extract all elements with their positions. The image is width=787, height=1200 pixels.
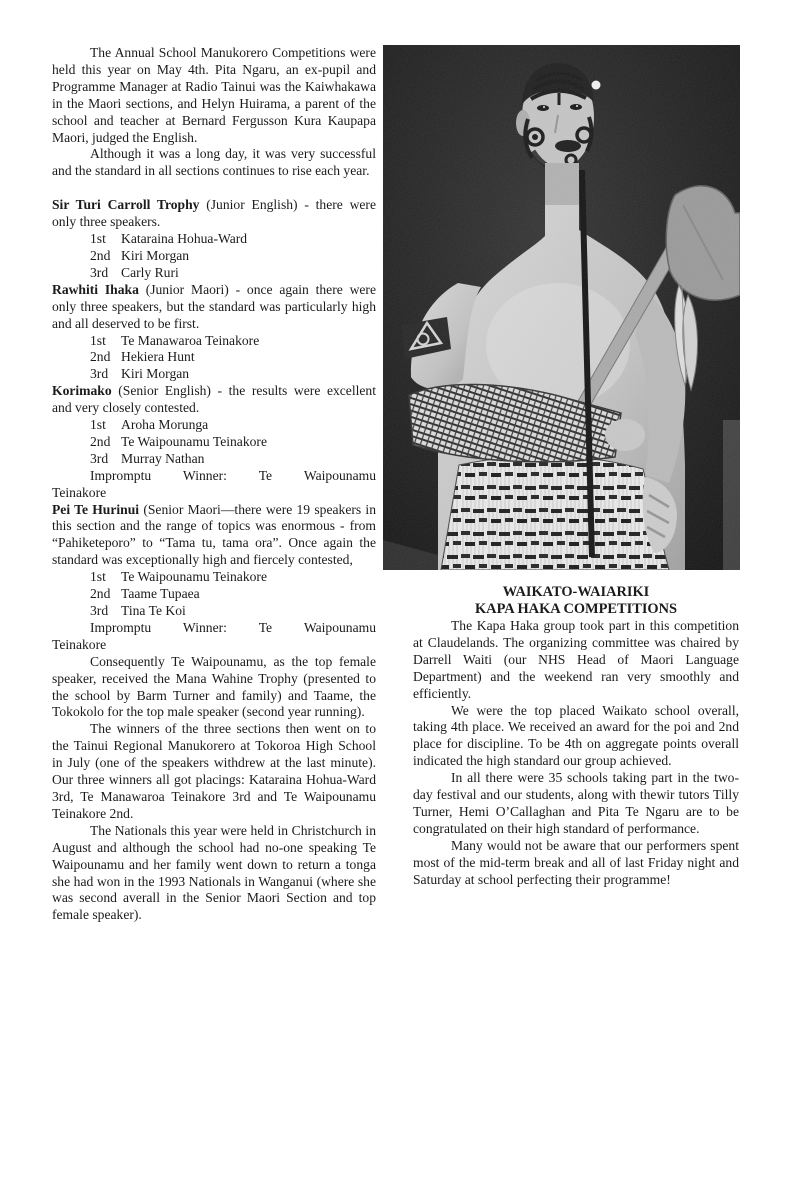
result-name: Kiri Morgan: [121, 247, 190, 263]
result-rank: 3rd: [90, 366, 109, 382]
result-name: Aroha Morunga: [121, 417, 209, 433]
article-heading: [413, 584, 739, 618]
section-desc: (Junior English) - there were only three speakers.: [52, 197, 376, 230]
result-name: Hekiera Hunt: [121, 349, 195, 365]
impromptu-winner-line: Impromptu Winner: Te Waipounamu Teinakore: [52, 467, 376, 500]
section-desc: (Senior English) - the results were excellent and very closely contested.: [52, 383, 376, 416]
result-row: [90, 265, 376, 282]
section-title: Korimako: [52, 383, 112, 399]
result-row: [90, 569, 376, 586]
performer-photo-illustration: [383, 45, 740, 570]
film-grain-overlay: [383, 45, 740, 570]
kapahaka-paragraph: In all there were 35 schools taking part in the two-day festival and our students, along with thewir tutors Tilly Turner, Hemi O’Callaghan and Pita Te Ngaru are to be congratulated on their high standard of performance.: [413, 770, 739, 836]
result-rank: 2nd: [90, 586, 111, 602]
result-name: Carly Ruri: [121, 264, 179, 280]
result-rank: 2nd: [90, 247, 111, 263]
result-name: Te Waipounamu Teinakore: [121, 433, 267, 449]
result-name: Taame Tupaea: [121, 586, 200, 602]
regionals-paragraph: The winners of the three sections then went on to the Tainui Regional Manukorero at Tokoroa High School in July (one of the speakers withdrew at the last minute). Our three winners all got placings: Kataraina Hohua-Ward 3rd, Te Manawaroa Teinakore 3rd and Te Waipounamu Teinakore 2nd.: [52, 721, 376, 821]
result-name: Te Waipounamu Teinakore: [121, 569, 267, 585]
result-row: [90, 451, 376, 468]
result-row: [90, 349, 376, 366]
result-row: [90, 603, 376, 620]
section-heading: [52, 197, 376, 231]
section-heading: [52, 502, 376, 570]
result-row: [90, 434, 376, 451]
result-rank: 3rd: [90, 264, 109, 280]
kapahaka-paragraph: We were the top placed Waikato school overall, taking 4th place. We received an award for the poi and 2nd place for discipline. To be 4th on aggregate points overall indicated the high standard our group achieved.: [413, 702, 739, 769]
section-title: Sir Turi Carroll Trophy: [52, 197, 200, 213]
result-name: Kataraina Hohua-Ward: [121, 231, 248, 247]
result-rank: 3rd: [90, 450, 109, 466]
result-rank: 1st: [90, 332, 106, 348]
result-name: Murray Nathan: [121, 450, 205, 466]
kapa-haka-performer-photo: [383, 45, 740, 570]
trophy-paragraph: Consequently Te Waipounamu, as the top female speaker, received the Mana Wahine Trophy (presented to the school by Barm Turner and family) and Taame, the Tokokolo for the top male speaker (second year running).: [52, 653, 376, 720]
section-desc: (Junior Maori) - once again there were only three speakers, but the standard was particularly high and all deserved to be first.: [52, 281, 376, 331]
intro-paragraph: The Annual School Manukorero Competitions were held this year on May 4th. Pita Ngaru, an ex-pupil and Programme Manager at Radio Tainui was the Kaiwhakawa in the Maori sections, and Helyn Huirama, a parent of the school and teacher at Bernard Fergusson Kura Kaupapa Maori, judged the English.: [52, 45, 376, 145]
result-row: [90, 231, 376, 248]
kapahaka-paragraph: Many would not be aware that our performers spent most of the mid-term break and all of last Friday night and Saturday at school perfecting their programme!: [413, 837, 739, 887]
result-row: [90, 417, 376, 434]
result-row: [90, 586, 376, 603]
article-heading-line1: WAIKATO-WAIARIKI: [502, 584, 650, 600]
result-row: [90, 248, 376, 265]
kapahaka-paragraph: The Kapa Haka group took part in this competition at Claudelands. The organizing committee was chaired by Darrell Waiti (our NHS Head of Maori Language Department) and the weekend ran very smoothly and efficiently.: [413, 618, 739, 701]
summary-paragraph: Although it was a long day, it was very successful and the standard in all sections continues to rise each year.: [52, 146, 376, 179]
result-rank: 1st: [90, 417, 106, 433]
section-title: Pei Te Hurinui: [52, 501, 140, 517]
section-desc: (Senior Maori—there were 19 speakers in this section and the range of topics was enormous - from “Pahiketeporo” to “Tama tu, tama ora”. Once again the standard was exceptionally high and fiercely contested,: [52, 501, 376, 568]
result-name: Tina Te Koi: [121, 603, 186, 618]
result-name: Kiri Morgan: [121, 366, 190, 382]
spacer: [52, 180, 376, 197]
result-rank: 3rd: [90, 603, 109, 618]
section-heading: [52, 282, 376, 333]
impromptu-winner-line: Impromptu Winner: Te Waipounamu Teinakore: [52, 619, 376, 652]
result-row: [90, 366, 376, 383]
nationals-paragraph: The Nationals this year were held in Christchurch in August and although the school had no-one speaking Te Waipounamu and her family went down to return a tonga she had won in the 1993 Nationals in Wanganui (where she was second averall in the Senior Maori Section and top female speaker).: [52, 822, 376, 923]
section-title: Rawhiti Ihaka: [52, 281, 139, 297]
result-rank: 2nd: [90, 433, 111, 449]
result-rank: 2nd: [90, 349, 111, 365]
left-column: [52, 45, 376, 924]
result-rank: 1st: [90, 231, 106, 247]
section-heading: [52, 383, 376, 417]
article-heading-line2: KAPA HAKA COMPETITIONS: [474, 601, 678, 617]
result-rank: 1st: [90, 569, 106, 585]
result-name: Te Manawaroa Teinakore: [121, 332, 260, 348]
right-column: [413, 584, 739, 889]
result-row: [90, 333, 376, 350]
